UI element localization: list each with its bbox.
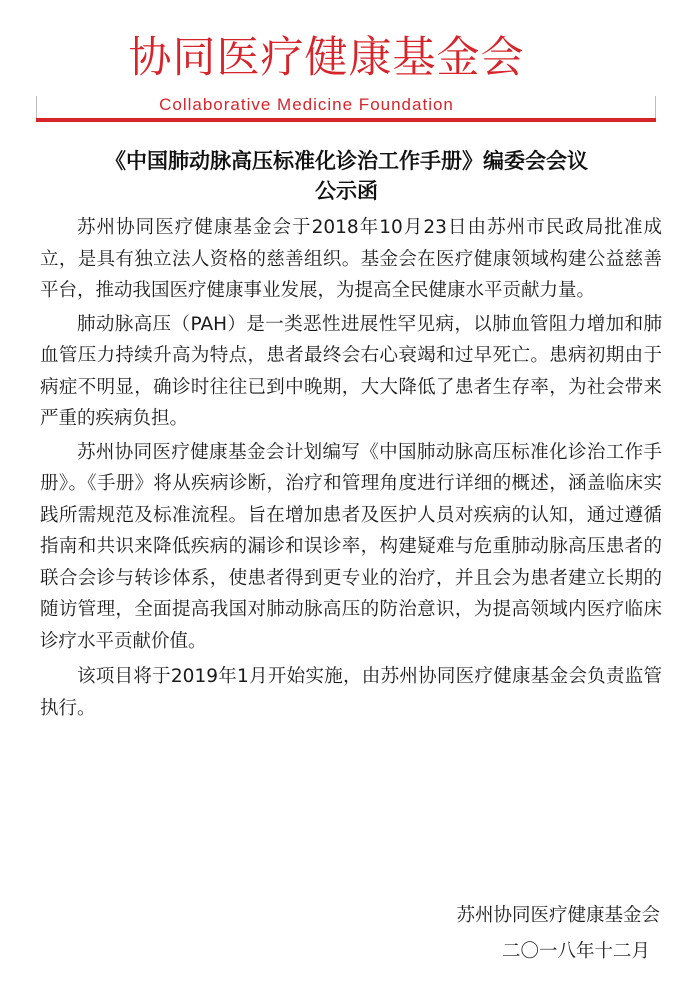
signature-date: 二〇一八年十二月 [501,941,650,962]
header-corner-mark-right [655,96,656,118]
paragraph-project-timeline: 该项目将于2019年1月开始实施，由苏州协同医疗健康基金会负责监管执行。 [40,666,662,719]
document-title-line-1: 《中国肺动脉高压标准化诊治工作手册》编委会会议 [105,149,588,173]
signature-block [360,898,660,970]
document-body [40,212,662,726]
document-title-line-2: 公示函 [315,179,378,203]
signature-organization: 苏州协同医疗健康基金会 [456,905,660,926]
paragraph-handbook-plan: 苏州协同医疗健康基金会计划编写《中国肺动脉高压标准化诊治工作手册》。《手册》将从疾病诊断，治疗和管理角度进行详细的概述，涵盖临床实践所需规范及标准流程。旨在增加患者及医护人员对疾病的认知，通过遵循指南和共识来降低疾病的漏诊和误诊率，构建疑难与危重肺动脉高压患者的联合会诊与转诊体系，使患者得到更专业的治疗，并且会为患者建立长期的随访管理，全面提高我国对肺动脉高压的防治意识，为提高领域内医疗临床诊疗水平贡献价值。 [40,441,662,652]
letterhead [0,0,693,130]
header-corner-mark-left [36,96,37,118]
paragraph-pah-description: 肺动脉高压（PAH）是一类恶性进展性罕见病，以肺血管阻力增加和肺血管压力持续升高为特点，患者最终会右心衰竭和过早死亡。患病初期由于病症不明显，确诊时往往已到中晚期，大大降低了患者生存率，为社会带来严重的疾病负担。 [40,313,662,429]
document-title [20,146,673,206]
paragraph-foundation-intro: 苏州协同医疗健康基金会于2018年10月23日由苏州市民政局批准成立，是具有独立法人资格的慈善组织。基金会在医疗健康领域构建公益慈善平台，推动我国医疗健康事业发展，为提高全民健康水平贡献力量。 [40,217,662,301]
organization-name-english: Collaborative Medicine Foundation [159,95,454,114]
organization-name-chinese: 协同医疗健康基金会 [128,33,525,83]
header-divider [36,118,656,122]
